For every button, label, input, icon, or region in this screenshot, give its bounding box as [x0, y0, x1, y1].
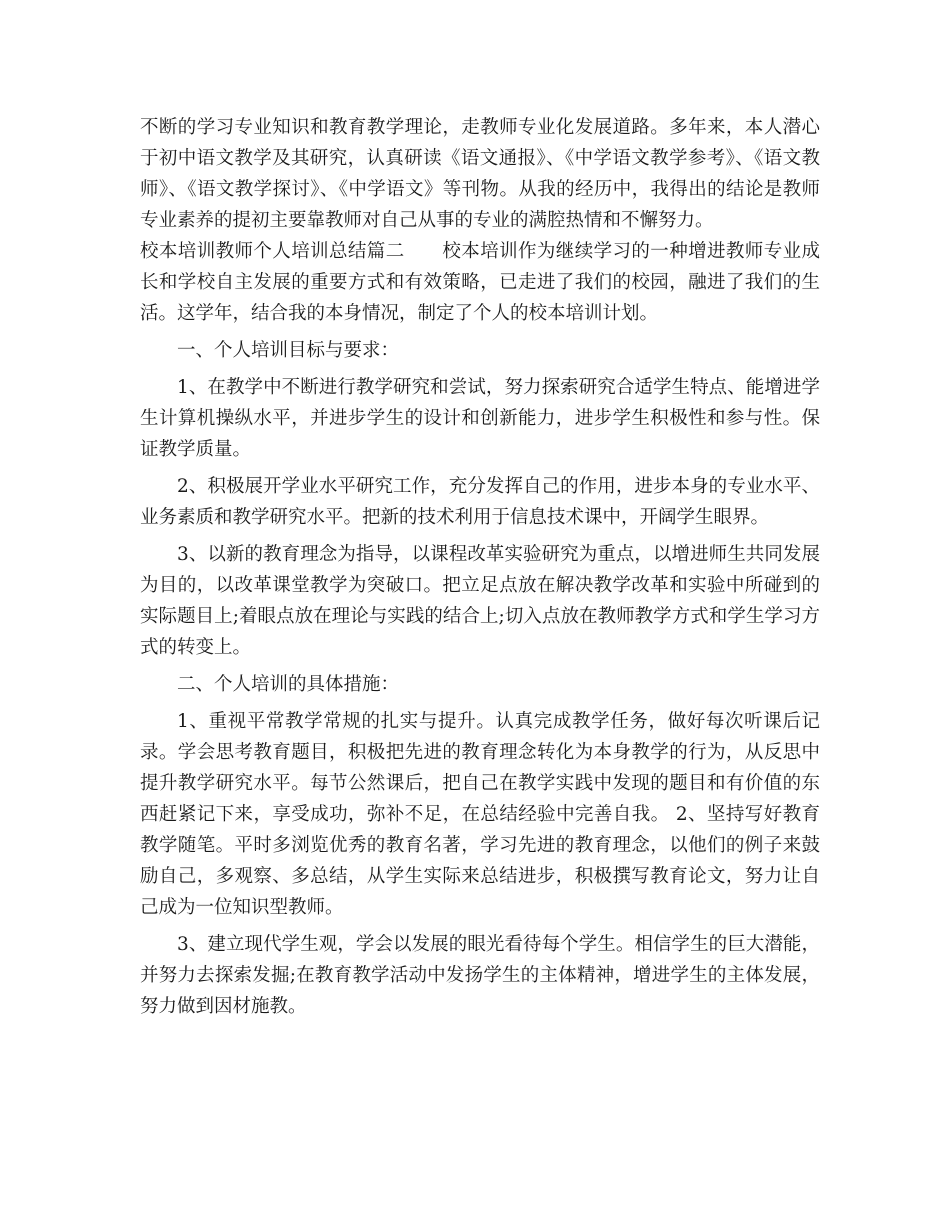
- paragraph-4: 2、积极展开学业水平研究工作，充分发挥自己的作用，进步本身的专业水平、业务素质和教学研究水平。把新的技术利用于信息技术课中，开阔学生眼界。: [140, 476, 820, 528]
- section-heading-2: 二、个人培训的具体措施：: [177, 674, 400, 695]
- document-body: [140, 112, 820, 1022]
- section-heading-1: 一、个人培训目标与要求：: [177, 340, 400, 361]
- paragraph-5: 3、以新的教育理念为指导，以课程改革实验研究为重点，以增进师生共同发展为目的，以改革课堂教学为突破口。把立足点放在解决教学改革和实验中所碰到的实际题目上;着眼点放在理论与实践的结合上;切入点放在教师教学方式和学生学习方式的转变上。: [140, 544, 820, 658]
- paragraph-3: 1、在教学中不断进行教学研究和尝试，努力探索研究合适学生特点、能增进学生计算机操纵水平，并进步学生的设计和创新能力，进步学生积极性和参与性。保证教学质量。: [140, 377, 820, 460]
- paragraph-6: 1、重视平常教学常规的扎实与提升。认真完成教学任务，做好每次听课后记录。学会思考教育题目，积极把先进的教育理念转化为本身教学的行为，从反思中提升教学研究水平。每节公然课后，把自己在教学实践中发现的题目和有价值的东西赶紧记下来，享受成功，弥补不足，在总结经验中完善自我。 2、坚持写好教育教学随笔。平时多浏览优秀的教育名著，学习先进的教育理念，以他们的例子来鼓励自己，多观察、多总结，从学生实际来总结进步，积极撰写教育论文，努力让自己成为一位知识型教师。: [140, 711, 820, 918]
- paragraph-7: 3、建立现代学生观，学会以发展的眼光看待每个学生。相信学生的巨大潜能，并努力去探索发掘;在教育教学活动中发扬学生的主体精神，增进学生的主体发展，努力做到因材施教。: [140, 934, 820, 1017]
- paragraph-1: 不断的学习专业知识和教育教学理论，走教师专业化发展道路。多年来，本人潜心于初中语文教学及其研究，认真研读《语文通报》、《中学语文教学参考》、《语文教师》、《语文教学探讨》、《中学语文》等刊物。从我的经历中，我得出的结论是教师专业素养的提初主要靠教师对自己从事的专业的满腔热情和不懈努力。: [140, 117, 820, 231]
- paragraph-2: 校本培训教师个人培训总结篇二 校本培训作为继续学习的一种增进教师专业成长和学校自主发展的重要方式和有效策略，已走进了我们的校园，融进了我们的生活。这学年，结合我的本身情况，制定了个人的校本培训计划。: [140, 241, 820, 324]
